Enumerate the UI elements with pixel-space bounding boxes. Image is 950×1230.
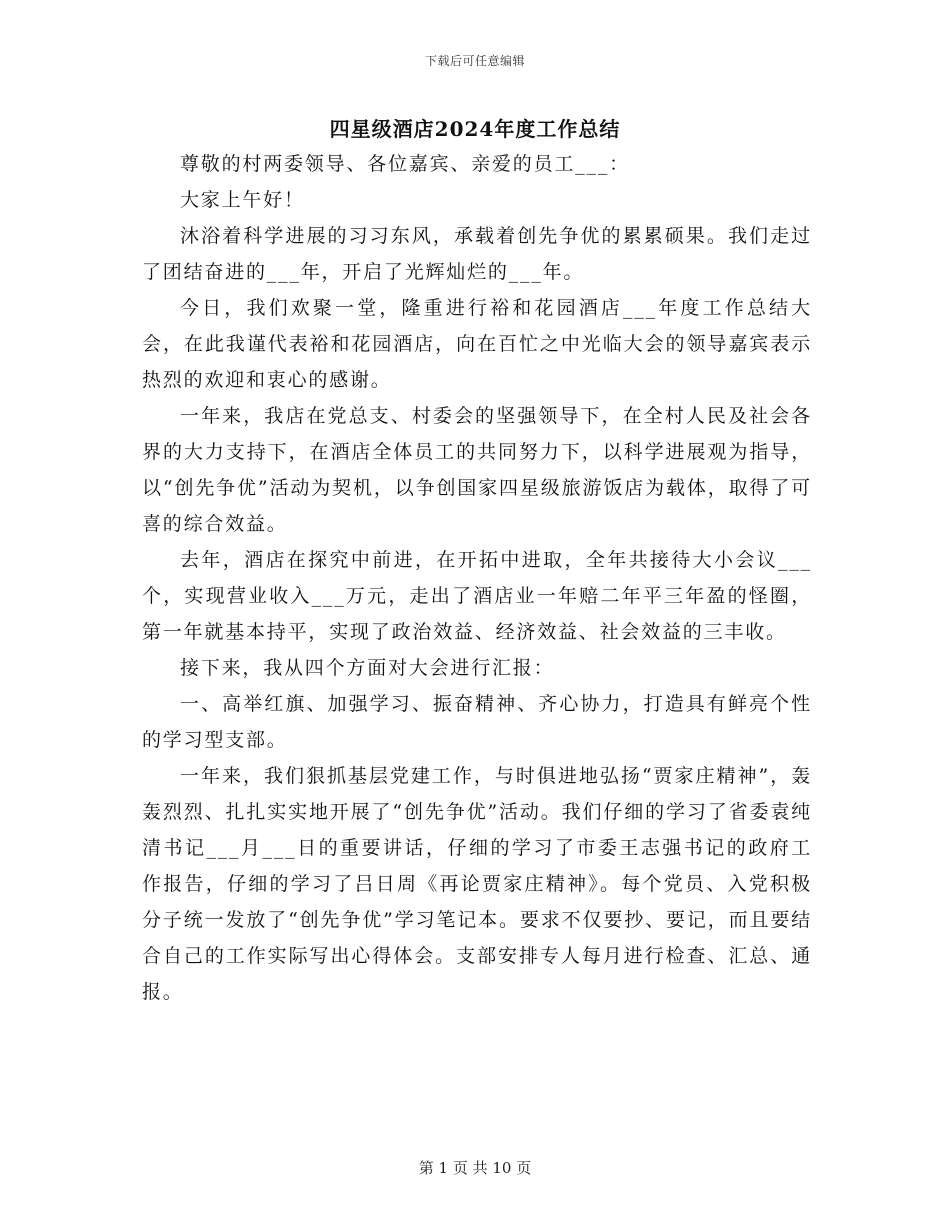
document-body (142, 146, 812, 1010)
paragraph: 接下来，我从四个方面对大会进行汇报： (180, 657, 555, 679)
section-heading: 一、高举红旗、加强学习、振奋精神、齐心协力，打造具有鲜亮个性的学习型支部。 (142, 693, 812, 751)
paragraph: 一年来，我们狠抓基层党建工作，与时俱进地弘扬“贾家庄精神”，轰轰烈烈、扎扎实实地开展了“创先争优”活动。我们仔细的学习了省委袁纯清书记___月___日的重要讲话，仔细的学习了市委王志强书记的政府工作报告，仔细的学习了吕日周《再论贾家庄精神》。每个党员、入党积极分子统一发放了“创先争优”学习笔记本。要求不仅要抄、要记，而且要结合自己的工作实际写出心得体会。支部安排专人每月进行检查、汇总、通报。 (142, 765, 812, 1003)
paragraph-greeting: 大家上午好！ (180, 189, 305, 211)
header-note: 下载后可任意编辑 (424, 54, 525, 68)
page-number: 第 1 页 共 10 页 (418, 1159, 532, 1177)
paragraph: 今日，我们欢聚一堂，隆重进行裕和花园酒店___年度工作总结大会，在此我谨代表裕和花园酒店，向在百忙之中光临大会的领导嘉宾表示热烈的欢迎和衷心的感谢。 (142, 297, 812, 391)
paragraph: 去年，酒店在探究中前进，在开拓中进取，全年共接待大小会议___个，实现营业收入___万元，走出了酒店业一年赔二年平三年盈的怪圈，第一年就基本持平，实现了政治效益、经济效益、社会效益的三丰收。 (142, 549, 812, 643)
paragraph: 一年来，我店在党总支、村委会的坚强领导下，在全村人民及社会各界的大力支持下，在酒店全体员工的共同努力下，以科学进展观为指导，以“创先争优”活动为契机，以争创国家四星级旅游饭店为载体，取得了可喜的综合效益。 (142, 405, 812, 535)
paragraph: 沐浴着科学进展的习习东风，承载着创先争优的累累硕果。我们走过了团结奋进的___年，开启了光辉灿烂的___年。 (142, 225, 812, 283)
document-title: 四星级酒店2024年度工作总结 (329, 117, 621, 141)
paragraph-salutation: 尊敬的村两委领导、各位嘉宾、亲爱的员工___： (180, 153, 630, 175)
